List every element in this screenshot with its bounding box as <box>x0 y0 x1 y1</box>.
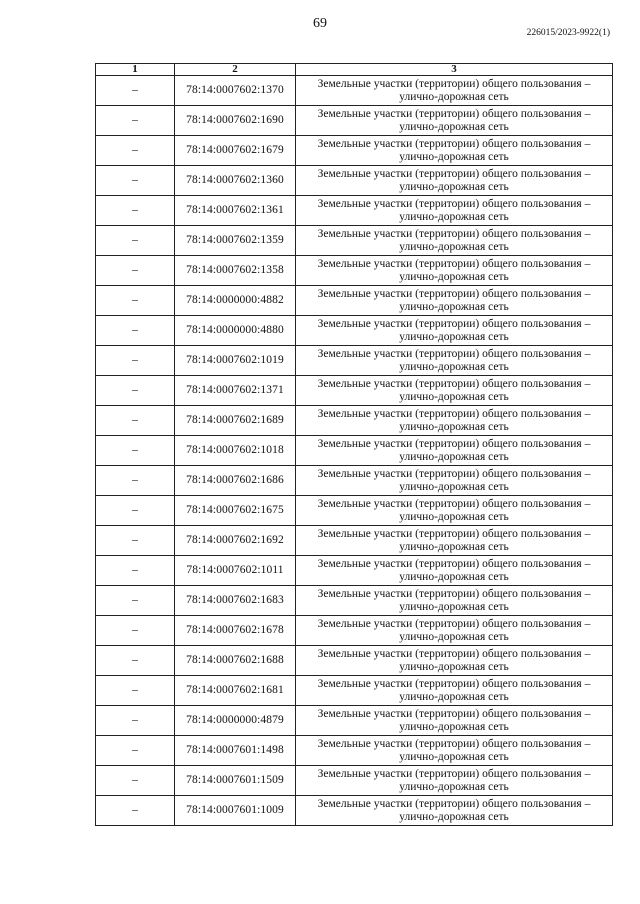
table-row <box>96 166 613 196</box>
land-use-description <box>296 736 613 766</box>
table-body <box>96 76 613 826</box>
land-use-description <box>296 766 613 796</box>
cadastral-number: 78:14:0007602:1358 <box>175 256 296 286</box>
table-row <box>96 706 613 736</box>
land-use-description <box>296 166 613 196</box>
description-line-1: Земельные участки (территории) общего пользования – <box>317 677 591 690</box>
description-line-1: Земельные участки (территории) общего пользования – <box>317 497 591 510</box>
description-line-2: улично-дорожная сеть <box>399 720 509 733</box>
land-use-description <box>296 556 613 586</box>
row-index-dash: – <box>96 226 175 256</box>
cadastral-number: 78:14:0007601:1509 <box>175 766 296 796</box>
table-row <box>96 376 613 406</box>
row-index-dash: – <box>96 346 175 376</box>
description-line-1: Земельные участки (территории) общего пользования – <box>317 377 591 390</box>
table-row <box>96 556 613 586</box>
table-row <box>96 286 613 316</box>
description-line-1: Земельные участки (территории) общего пользования – <box>317 647 591 660</box>
row-index-dash: – <box>96 466 175 496</box>
row-index-dash: – <box>96 406 175 436</box>
table-row <box>96 616 613 646</box>
description-line-1: Земельные участки (территории) общего пользования – <box>317 167 591 180</box>
table-row <box>96 256 613 286</box>
description-line-1: Земельные участки (территории) общего пользования – <box>317 407 591 420</box>
table-row <box>96 436 613 466</box>
description-line-1: Земельные участки (территории) общего пользования – <box>317 617 591 630</box>
land-use-description <box>296 256 613 286</box>
cadastral-number: 78:14:0007601:1498 <box>175 736 296 766</box>
table-row <box>96 496 613 526</box>
land-use-description <box>296 676 613 706</box>
description-line-1: Земельные участки (территории) общего пользования – <box>317 527 591 540</box>
cadastral-number: 78:14:0007602:1690 <box>175 106 296 136</box>
table-row <box>96 796 613 826</box>
description-line-2: улично-дорожная сеть <box>399 150 509 163</box>
page-number: 69 <box>313 16 327 31</box>
table-row <box>96 316 613 346</box>
land-use-description <box>296 586 613 616</box>
land-use-description <box>296 196 613 226</box>
table-header-row <box>96 64 613 76</box>
description-line-2: улично-дорожная сеть <box>399 810 509 823</box>
column-header-1: 1 <box>96 64 175 76</box>
row-index-dash: – <box>96 376 175 406</box>
cadastral-number: 78:14:0007602:1370 <box>175 76 296 106</box>
description-line-1: Земельные участки (территории) общего пользования – <box>317 467 591 480</box>
row-index-dash: – <box>96 556 175 586</box>
land-use-description <box>296 436 613 466</box>
cadastral-number: 78:14:0007602:1692 <box>175 526 296 556</box>
table-row <box>96 586 613 616</box>
description-line-2: улично-дорожная сеть <box>399 450 509 463</box>
row-index-dash: – <box>96 106 175 136</box>
land-use-description <box>296 226 613 256</box>
description-line-1: Земельные участки (территории) общего пользования – <box>317 557 591 570</box>
row-index-dash: – <box>96 706 175 736</box>
description-line-2: улично-дорожная сеть <box>399 270 509 283</box>
table-row <box>96 466 613 496</box>
description-line-1: Земельные участки (территории) общего пользования – <box>317 137 591 150</box>
description-line-2: улично-дорожная сеть <box>399 300 509 313</box>
description-line-2: улично-дорожная сеть <box>399 360 509 373</box>
row-index-dash: – <box>96 616 175 646</box>
description-line-1: Земельные участки (территории) общего пользования – <box>317 317 591 330</box>
land-use-description <box>296 496 613 526</box>
description-line-1: Земельные участки (территории) общего пользования – <box>317 767 591 780</box>
table-row <box>96 676 613 706</box>
land-use-description <box>296 406 613 436</box>
table-row <box>96 226 613 256</box>
cadastral-number: 78:14:0007602:1359 <box>175 226 296 256</box>
row-index-dash: – <box>96 766 175 796</box>
cadastral-number: 78:14:0007602:1688 <box>175 646 296 676</box>
description-line-2: улично-дорожная сеть <box>399 750 509 763</box>
row-index-dash: – <box>96 436 175 466</box>
land-use-description <box>296 616 613 646</box>
row-index-dash: – <box>96 496 175 526</box>
cadastral-number: 78:14:0007602:1681 <box>175 676 296 706</box>
description-line-1: Земельные участки (территории) общего пользования – <box>317 227 591 240</box>
land-use-description <box>296 526 613 556</box>
land-use-description <box>296 376 613 406</box>
description-line-1: Земельные участки (территории) общего пользования – <box>317 707 591 720</box>
description-line-1: Земельные участки (территории) общего пользования – <box>317 437 591 450</box>
cadastral-number: 78:14:0007602:1675 <box>175 496 296 526</box>
row-index-dash: – <box>96 76 175 106</box>
description-line-2: улично-дорожная сеть <box>399 330 509 343</box>
cadastral-number: 78:14:0007602:1679 <box>175 136 296 166</box>
cadastral-number: 78:14:0007602:1018 <box>175 436 296 466</box>
cadastral-number: 78:14:0000000:4879 <box>175 706 296 736</box>
row-index-dash: – <box>96 646 175 676</box>
cadastral-number: 78:14:0007602:1360 <box>175 166 296 196</box>
description-line-2: улично-дорожная сеть <box>399 390 509 403</box>
cadastral-number: 78:14:0000000:4882 <box>175 286 296 316</box>
document-id: 226015/2023-9922(1) <box>526 28 610 38</box>
description-line-2: улично-дорожная сеть <box>399 660 509 673</box>
table-row <box>96 766 613 796</box>
cadastral-number: 78:14:0007602:1019 <box>175 346 296 376</box>
row-index-dash: – <box>96 676 175 706</box>
land-use-description <box>296 106 613 136</box>
description-line-1: Земельные участки (территории) общего пользования – <box>317 737 591 750</box>
cadastral-number: 78:14:0007602:1678 <box>175 616 296 646</box>
table-row <box>96 346 613 376</box>
table-row <box>96 646 613 676</box>
description-line-2: улично-дорожная сеть <box>399 690 509 703</box>
cadastral-number: 78:14:0007602:1361 <box>175 196 296 226</box>
table-row <box>96 406 613 436</box>
description-line-1: Земельные участки (территории) общего пользования – <box>317 587 591 600</box>
row-index-dash: – <box>96 736 175 766</box>
description-line-2: улично-дорожная сеть <box>399 540 509 553</box>
description-line-2: улично-дорожная сеть <box>399 90 509 103</box>
land-use-description <box>296 796 613 826</box>
description-line-1: Земельные участки (территории) общего пользования – <box>317 257 591 270</box>
description-line-2: улично-дорожная сеть <box>399 600 509 613</box>
land-use-description <box>296 706 613 736</box>
description-line-2: улично-дорожная сеть <box>399 510 509 523</box>
row-index-dash: – <box>96 136 175 166</box>
column-header-3: 3 <box>296 64 613 76</box>
row-index-dash: – <box>96 166 175 196</box>
table-row <box>96 106 613 136</box>
land-use-description <box>296 76 613 106</box>
table-row <box>96 526 613 556</box>
land-use-description <box>296 136 613 166</box>
description-line-1: Земельные участки (территории) общего пользования – <box>317 77 591 90</box>
cadastral-number: 78:14:0007602:1683 <box>175 586 296 616</box>
cadastral-number: 78:14:0000000:4880 <box>175 316 296 346</box>
land-plots-table <box>95 63 613 826</box>
description-line-1: Земельные участки (территории) общего пользования – <box>317 197 591 210</box>
description-line-2: улично-дорожная сеть <box>399 420 509 433</box>
description-line-2: улично-дорожная сеть <box>399 570 509 583</box>
description-line-1: Земельные участки (территории) общего пользования – <box>317 287 591 300</box>
row-index-dash: – <box>96 316 175 346</box>
description-line-2: улично-дорожная сеть <box>399 210 509 223</box>
row-index-dash: – <box>96 196 175 226</box>
description-line-2: улично-дорожная сеть <box>399 120 509 133</box>
table-row <box>96 136 613 166</box>
land-use-description <box>296 346 613 376</box>
cadastral-number: 78:14:0007602:1689 <box>175 406 296 436</box>
land-use-description <box>296 286 613 316</box>
table-row <box>96 736 613 766</box>
cadastral-number: 78:14:0007602:1371 <box>175 376 296 406</box>
table-row <box>96 196 613 226</box>
description-line-1: Земельные участки (территории) общего пользования – <box>317 797 591 810</box>
cadastral-number: 78:14:0007602:1011 <box>175 556 296 586</box>
row-index-dash: – <box>96 586 175 616</box>
row-index-dash: – <box>96 256 175 286</box>
cadastral-number: 78:14:0007602:1686 <box>175 466 296 496</box>
land-use-description <box>296 646 613 676</box>
description-line-2: улично-дорожная сеть <box>399 180 509 193</box>
column-header-2: 2 <box>175 64 296 76</box>
description-line-1: Земельные участки (территории) общего пользования – <box>317 347 591 360</box>
description-line-2: улично-дорожная сеть <box>399 240 509 253</box>
description-line-1: Земельные участки (территории) общего пользования – <box>317 107 591 120</box>
row-index-dash: – <box>96 286 175 316</box>
description-line-2: улично-дорожная сеть <box>399 630 509 643</box>
cadastral-number: 78:14:0007601:1009 <box>175 796 296 826</box>
land-use-description <box>296 466 613 496</box>
description-line-2: улично-дорожная сеть <box>399 780 509 793</box>
description-line-2: улично-дорожная сеть <box>399 480 509 493</box>
table-row <box>96 76 613 106</box>
row-index-dash: – <box>96 526 175 556</box>
row-index-dash: – <box>96 796 175 826</box>
land-use-description <box>296 316 613 346</box>
